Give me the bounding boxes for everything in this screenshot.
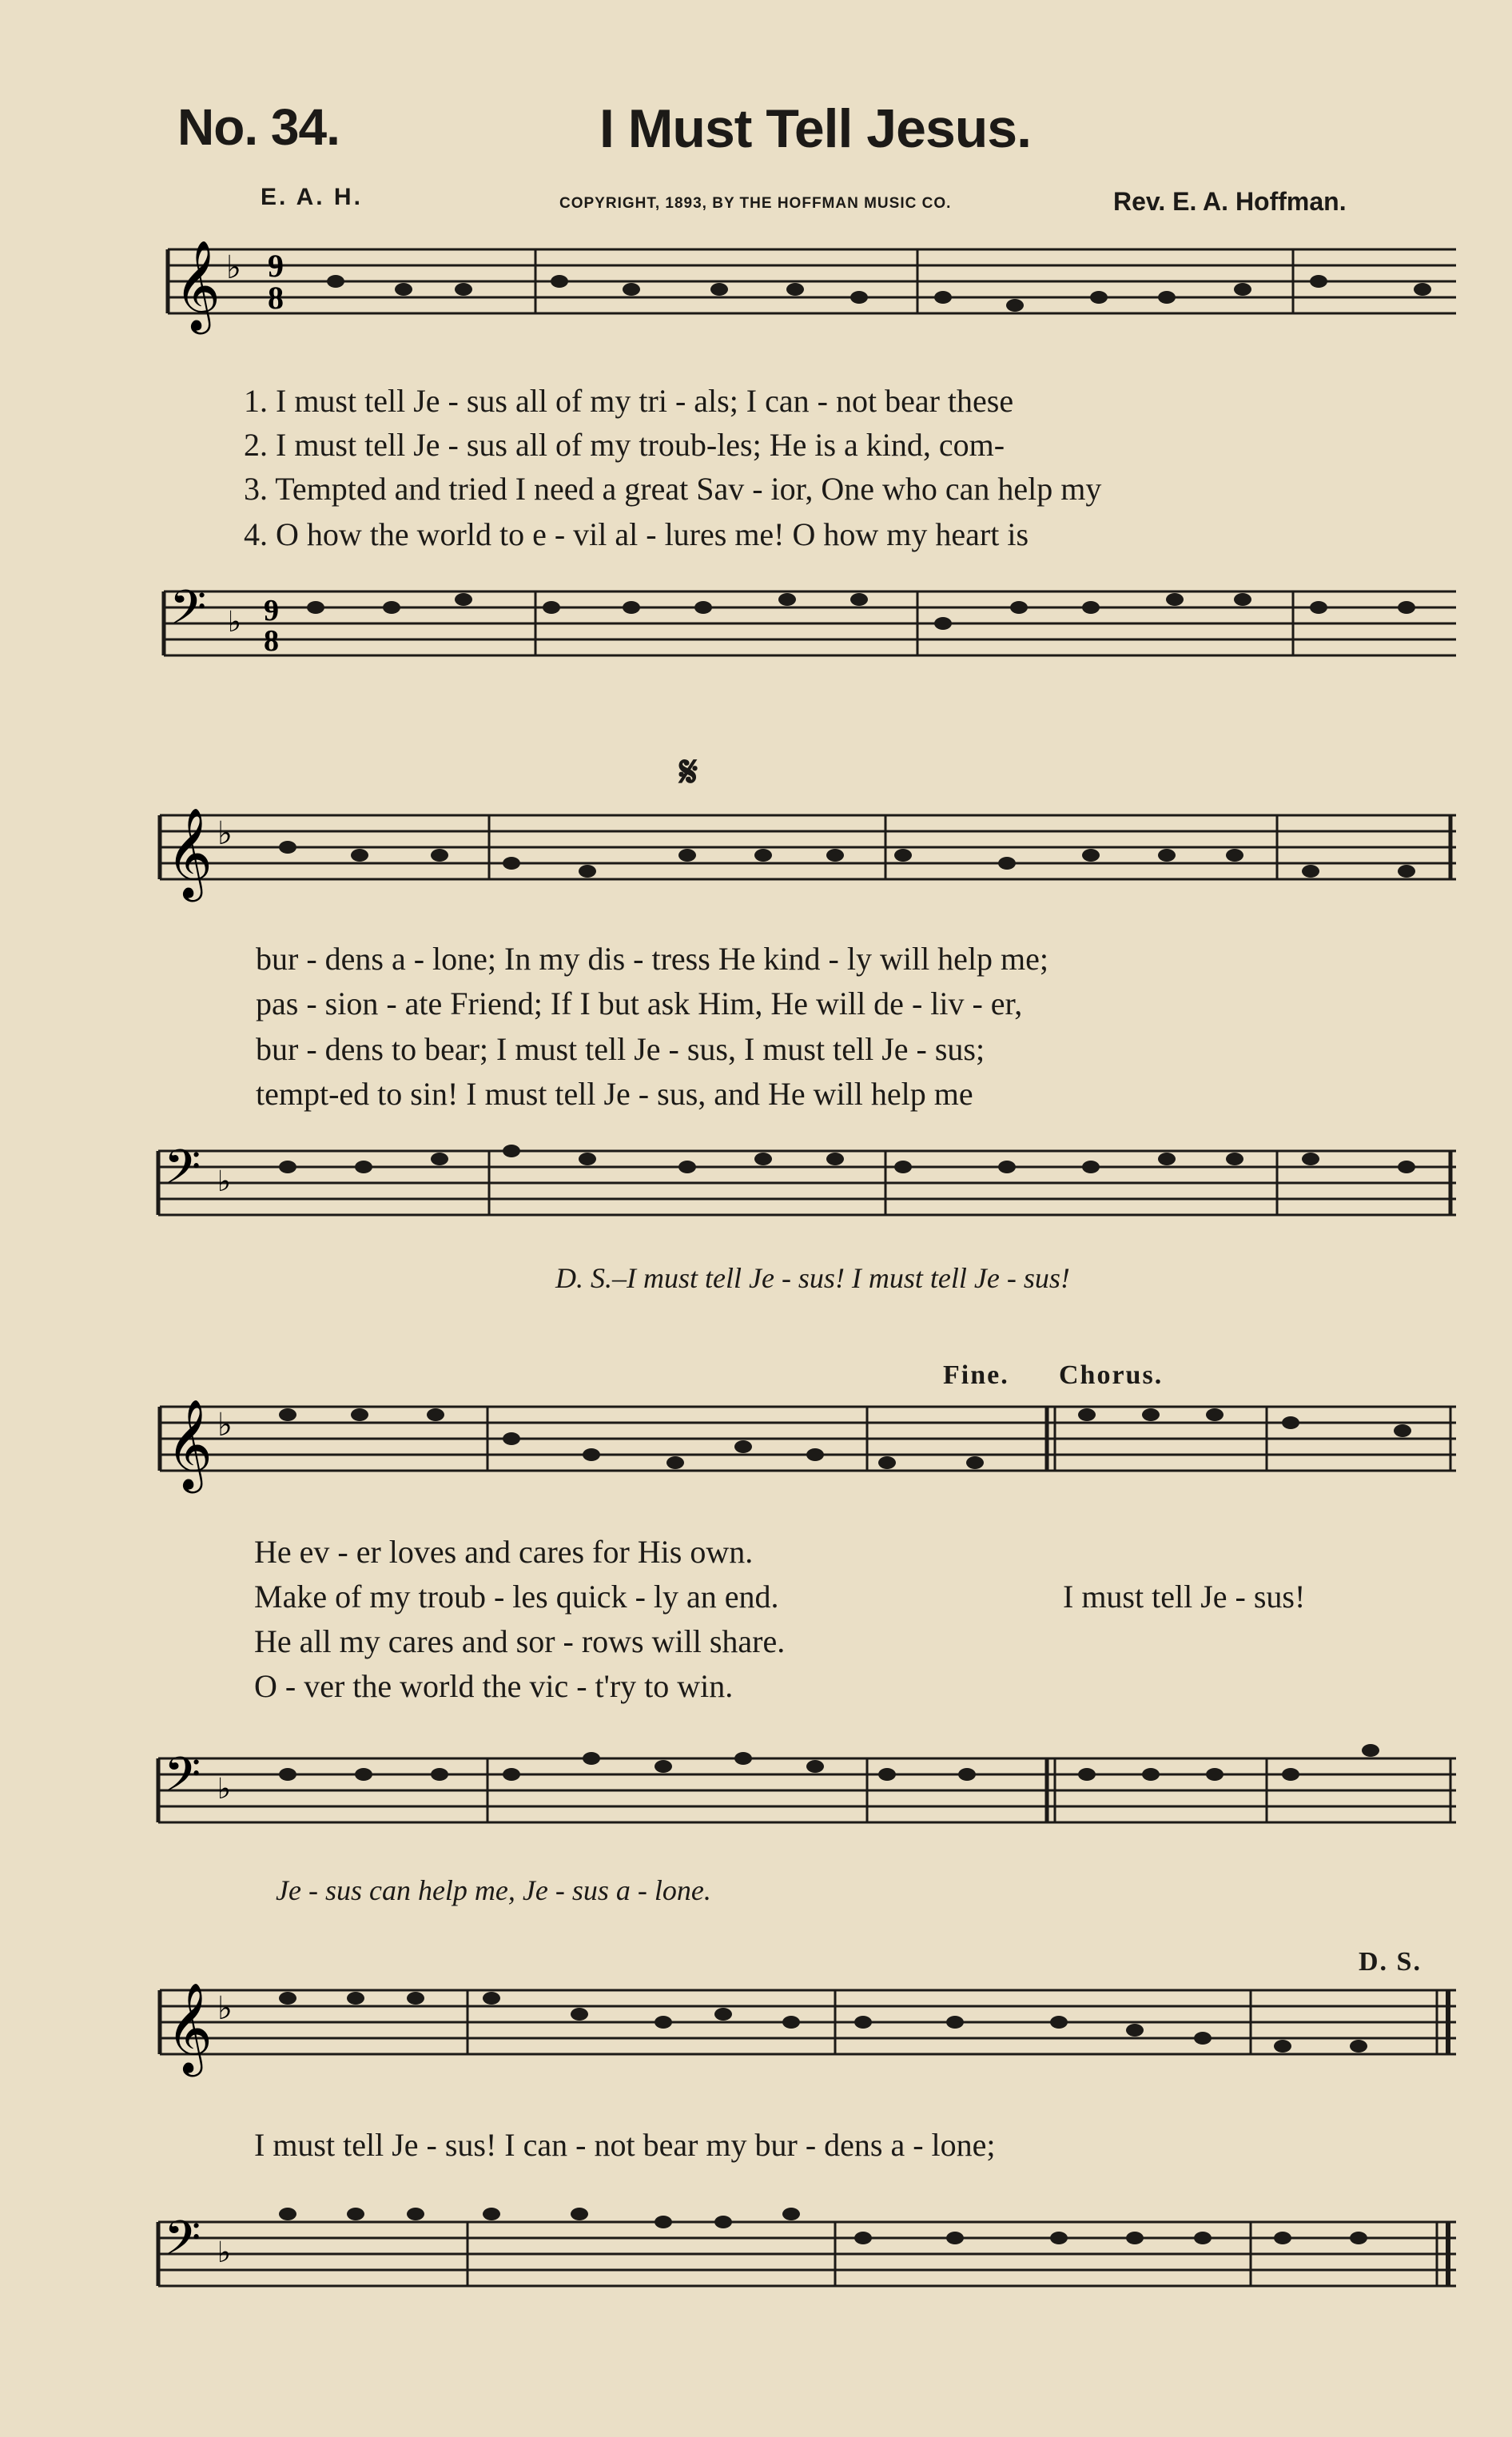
hymn-title: I Must Tell Jesus. bbox=[599, 98, 1032, 159]
svg-text:♭: ♭ bbox=[217, 815, 233, 852]
svg-text:𝄞: 𝄞 bbox=[166, 1399, 213, 1490]
system-3-treble-staff bbox=[0, 1391, 1512, 1511]
system-4-treble-staff bbox=[0, 1974, 1512, 2094]
system-1-bass-staff bbox=[0, 575, 1512, 687]
svg-text:𝄞: 𝄞 bbox=[166, 807, 213, 898]
hymn-number: No. 34. bbox=[177, 98, 340, 156]
svg-text:9: 9 bbox=[268, 248, 284, 284]
system-2-bass-staff bbox=[0, 1135, 1512, 1247]
system-3-verse-4: O - ver the world the vic - t'ry to win. bbox=[254, 1668, 734, 1704]
svg-text:𝄞: 𝄞 bbox=[166, 1982, 213, 2073]
ds-return-lyric: D. S.–I must tell Je - sus! I must tell Je - sus! bbox=[555, 1262, 1070, 1294]
svg-text:𝄢: 𝄢 bbox=[164, 1139, 201, 1206]
svg-text:♭: ♭ bbox=[217, 2236, 231, 2269]
ds-marking: D. S. bbox=[1359, 1947, 1422, 1977]
system-1-treble-staff bbox=[0, 232, 1512, 360]
svg-text:𝄢: 𝄢 bbox=[164, 1746, 201, 1814]
chorus-lyric: I must tell Je - sus! bbox=[1063, 1579, 1306, 1615]
system-3-verse-3: He all my cares and sor - rows will share. bbox=[254, 1623, 786, 1659]
svg-text:𝄢: 𝄢 bbox=[164, 2210, 201, 2277]
svg-text:♭: ♭ bbox=[217, 1773, 231, 1806]
system-3-verse-1: He ev - er loves and cares for His own. bbox=[254, 1534, 754, 1570]
system-1-verse-3: 3. Tempted and tried I need a great Sav - ior, One who can help my bbox=[244, 471, 1102, 507]
chorus-bass-lyric: Je - sus can help me, Je - sus a - lone. bbox=[276, 1874, 711, 1906]
segno-sign: 𝄋 bbox=[679, 748, 698, 796]
system-3-bass-staff bbox=[0, 1742, 1512, 1854]
system-2-treble-staff bbox=[0, 799, 1512, 919]
copyright-notice: COPYRIGHT, 1893, BY THE HOFFMAN MUSIC CO. bbox=[559, 195, 952, 212]
system-1-verse-4: 4. O how the world to e - vil al - lures me! O how my heart is bbox=[244, 516, 1029, 552]
system-3-verse-2: Make of my troub - les quick - ly an end. bbox=[254, 1579, 779, 1615]
svg-text:8: 8 bbox=[264, 624, 279, 658]
svg-text:♭: ♭ bbox=[217, 1165, 231, 1198]
svg-text:♭: ♭ bbox=[217, 1407, 233, 1443]
svg-text:♭: ♭ bbox=[217, 1990, 233, 2027]
chorus-marking: Chorus. bbox=[1059, 1360, 1164, 1390]
system-1-verse-2: 2. I must tell Je - sus all of my troub-les; He is a kind, com- bbox=[244, 427, 1005, 463]
svg-text:9: 9 bbox=[264, 594, 279, 627]
system-2-verse-4: tempt-ed to sin! I must tell Je - sus, and He will help me bbox=[256, 1076, 973, 1112]
composer-credit: Rev. E. A. Hoffman. bbox=[1113, 187, 1347, 216]
svg-text:8: 8 bbox=[268, 280, 284, 316]
system-4-bass-staff bbox=[0, 2206, 1512, 2318]
system-1-verse-1: 1. I must tell Je - sus all of my tri - als; I can - not bear these bbox=[244, 383, 1014, 419]
system-4-refrain-lyric: I must tell Je - sus! I can - not bear my bur - dens a - lone; bbox=[254, 2127, 996, 2163]
system-2-verse-2: pas - sion - ate Friend; If I but ask Him, He will de - liv - er, bbox=[256, 986, 1023, 1021]
system-2-verse-3: bur - dens to bear; I must tell Je - sus, I must tell Je - sus; bbox=[256, 1031, 985, 1067]
svg-text:𝄢: 𝄢 bbox=[169, 579, 207, 647]
author-initials: E. A. H. bbox=[261, 184, 363, 210]
fine-marking: Fine. bbox=[943, 1360, 1009, 1390]
svg-text:𝄞: 𝄞 bbox=[174, 240, 221, 331]
svg-text:♭: ♭ bbox=[226, 249, 241, 286]
svg-text:♭: ♭ bbox=[228, 606, 241, 639]
system-2-verse-1: bur - dens a - lone; In my dis - tress He kind - ly will help me; bbox=[256, 941, 1049, 977]
